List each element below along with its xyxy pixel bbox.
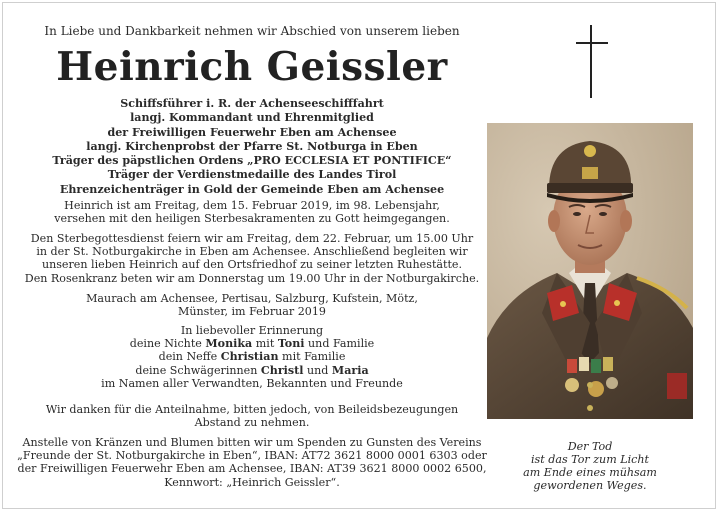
text-span: deine Nichte [129, 337, 206, 351]
text-line: versehen mit den heiligen Sterbesakramenten zu Gott heimgegangen. [54, 212, 450, 226]
text-line: der Freiwilligen Feuerwehr Eben am Achensee, IBAN: AT39 3621 8000 0002 6500, [17, 462, 487, 476]
text-line: Anstelle von Kränzen und Blumen bitten wir um Spenden zu Gunsten des Vereins [22, 436, 482, 449]
text-line: Kennwort: „Heinrich Geissler“. [164, 475, 340, 489]
mourners-heading: In liebevoller Erinnerung [180, 324, 324, 337]
honor-line: Schiffsführer i. R. der Achenseeschifffahrt [120, 97, 384, 110]
text-line: Münster, im Februar 2019 [178, 305, 326, 319]
honor-line: langj. Kirchenprobst der Pfarre St. Notburga in Eben [86, 139, 418, 153]
text-span: mit Familie [278, 350, 346, 364]
mourner-name: Monika [205, 337, 253, 351]
mourner-name: Christian [220, 350, 279, 364]
text-line: Den Rosenkranz beten wir am Donnerstag um 19.00 Uhr in der Notburgakirche. [24, 271, 480, 285]
mourner-line: im Namen aller Verwandten, Bekannten und Freunde [101, 376, 403, 390]
quote-line: ist das Tor zum Licht [531, 453, 649, 466]
mourner-name: Christl [260, 363, 304, 377]
text-span: mit [252, 337, 278, 351]
intro-line: In Liebe und Dankbarkeit nehmen wir Abschied von unserem lieben [44, 24, 460, 38]
honor-line: langj. Kommandant und Ehrenmitglied [130, 111, 374, 125]
text-span: und [303, 363, 332, 377]
mourner-line [12, 337, 492, 350]
place-and-date [12, 292, 492, 318]
mourner-name: Toni [277, 337, 305, 351]
text-line: unseren lieben Heinrich auf den Ortsfriedhof zu seiner letzten Ruhestätte. [41, 258, 463, 272]
honor-line: der Freiwilligen Feuerwehr Eben am Achensee [107, 125, 397, 139]
text-line: Abstand zu nehmen. [194, 416, 310, 430]
text-line: Den Sterbegottesdienst feiern wir am Freitag, dem 22. Februar, um 15.00 Uhr [30, 232, 474, 245]
death-notice [12, 199, 492, 225]
text-line: Wir danken für die Anteilnahme, bitten jedoch, von Beileidsbezeugungen [45, 403, 459, 416]
honor-line: Träger der Verdienstmedaille des Landes Tirol [107, 168, 397, 182]
mourner-line [12, 364, 492, 377]
quote-line: gewordenen Weges. [533, 479, 647, 492]
funeral-details [12, 232, 492, 285]
deceased-name: Heinrich Geissler [56, 44, 448, 90]
honor-line: Ehrenzeichenträger in Gold der Gemeinde Eben am Achensee [59, 182, 445, 196]
quote-line: Der Tod [567, 440, 613, 453]
text-span: deine Schwägerinnen [135, 363, 261, 377]
cross-icon [576, 25, 608, 98]
text-line: in der St. Notburgakirche in Eben am Achensee. Anschließend begleiten wir [36, 245, 468, 259]
quote-line: am Ende eines mühsam [523, 466, 657, 479]
donation-note [12, 436, 492, 489]
honor-line: Träger des päpstlichen Ordens „PRO ECCLESIA ET PONTIFICE“ [52, 154, 452, 168]
text-span: dein Neffe [158, 350, 221, 364]
mourner-line [12, 350, 492, 363]
text-line: „Freunde der St. Notburgakirche in Eben“, IBAN: AT72 3621 8000 0001 6303 oder [17, 449, 487, 463]
honors-list [12, 97, 492, 197]
mourner-name: Maria [331, 363, 369, 377]
text-line: Heinrich ist am Freitag, dem 15. Februar 2019, im 98. Lebensjahr, [64, 199, 440, 212]
closing-quote [487, 440, 693, 492]
text-line: Maurach am Achensee, Pertisau, Salzburg, Kufstein, Mötz, [86, 292, 418, 305]
portrait-photo [487, 123, 693, 419]
text-span: und Familie [304, 337, 375, 351]
thanks-note [12, 403, 492, 429]
mourners-list [12, 324, 492, 390]
